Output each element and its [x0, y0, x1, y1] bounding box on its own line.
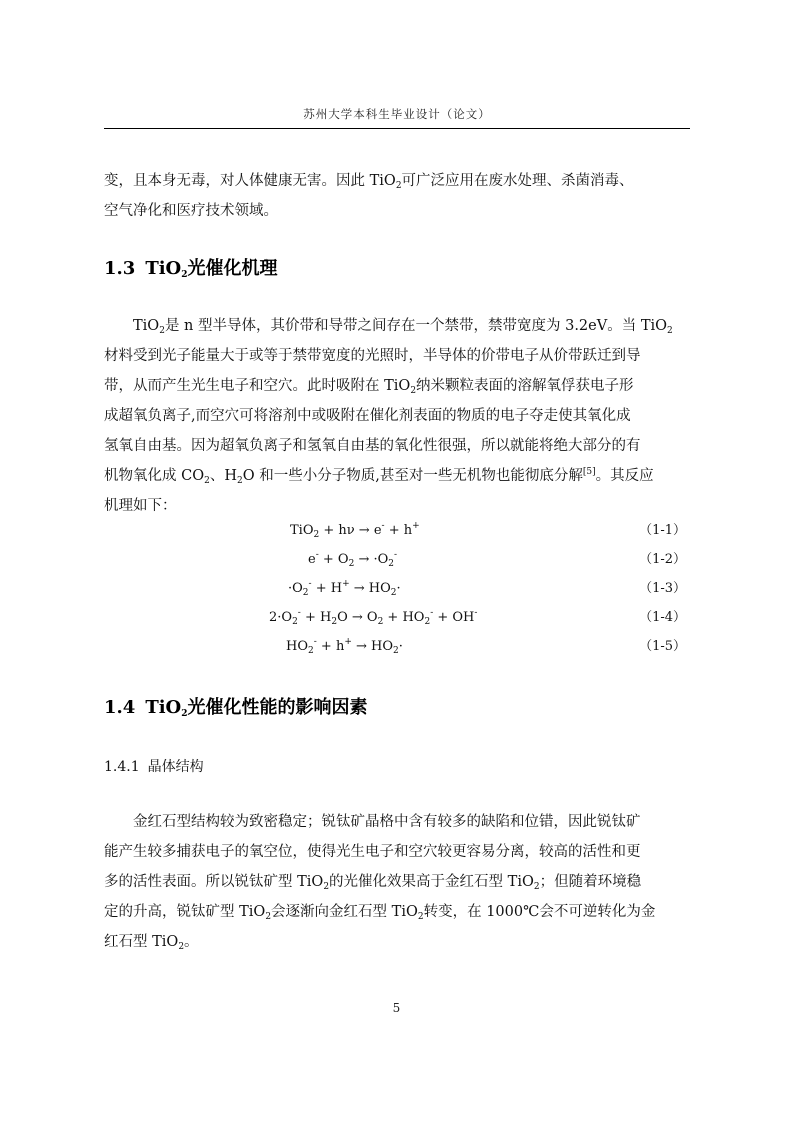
- subsection-number: 1.4.1: [104, 759, 140, 775]
- subscript: 2: [265, 912, 272, 922]
- heading-text: 光催化性能的影响因素: [187, 697, 368, 718]
- subscript: 2: [667, 326, 673, 336]
- equation-number: （1-4）: [639, 610, 686, 625]
- text-line: 机理如下：: [104, 498, 177, 514]
- equation-list: [104, 516, 690, 661]
- subscript: 2: [410, 386, 417, 396]
- subscript: 2: [159, 326, 165, 336]
- equation-5: $HO_2^- + h^+ \to HO_2\cdot$: [286, 637, 403, 656]
- heading-text: 光催化机理: [187, 258, 278, 279]
- text-run: 机物氧化成 CO: [104, 468, 205, 484]
- text-run: 转变，在 1000℃会不可逆转化为金: [423, 904, 656, 920]
- text-run: 定的升高，锐钛矿型 TiO: [104, 904, 266, 920]
- subscript: 2: [417, 912, 424, 922]
- equation-4: $2\cdot O_2^- + H_2O \to O_2 + HO_2^- + OH^-$: [269, 608, 478, 627]
- mechanism-paragraph: [104, 311, 690, 521]
- subscript: 2: [204, 476, 210, 486]
- equation-row: [104, 545, 690, 574]
- text-run: 会逐渐向金红石型 TiO: [271, 904, 418, 920]
- subscript: 2: [181, 270, 188, 280]
- subsection-title: 晶体结构: [147, 759, 204, 775]
- text-run: 的光催化效果高于金红石型 TiO: [329, 874, 534, 890]
- text-run: 。其反应: [595, 468, 654, 484]
- text-run: O 和一些小分子物质,甚至对一些无机物也能彻底分解: [242, 468, 583, 484]
- equation-number: （1-1）: [639, 523, 686, 538]
- section-heading-1-4: [104, 693, 368, 719]
- page-number: 5: [392, 1001, 401, 1015]
- equation-2: $e^- + O_2 \to \cdot O_2^-$: [308, 550, 398, 569]
- text-run: 是 n 型半导体，其价带和导带之间存在一个禁带，禁带宽度为 3.2eV。当 TiO: [164, 318, 668, 334]
- text-run: 可广泛应用在废水处理、杀菌消毒、: [401, 173, 634, 189]
- heading-text: TiO: [145, 258, 182, 279]
- text-line: 空气净化和医疗技术领域。: [104, 203, 278, 219]
- equation-1: TiO$_2$ + hν → e- + h+: [290, 521, 420, 540]
- subscript: 2: [236, 476, 243, 486]
- text-run: 、H: [209, 468, 237, 484]
- equation-row: [104, 603, 690, 632]
- equation-row: [104, 574, 690, 603]
- text-run: 多的活性表面。所以锐钛矿型 TiO: [104, 874, 324, 890]
- heading-text: TiO: [145, 697, 182, 718]
- header-rule: [104, 128, 690, 129]
- text-line: 材料受到光子能量大于或等于禁带宽度的光照时，半导体的价带电子从价带跃迁到导: [104, 348, 641, 364]
- text-run: 带，从而产生光生电子和空穴。此时吸附在 TiO: [104, 378, 411, 394]
- subscript: 2: [533, 882, 540, 892]
- text-run: 红石型 TiO: [104, 934, 179, 950]
- section-number: 1.4: [104, 697, 136, 718]
- text-line: 成超氧负离子,而空穴可将溶剂中或吸附在催化剂表面的物质的电子夺走使其氧化成: [104, 408, 631, 424]
- text-line: 金红石型结构较为致密稳定；锐钛矿晶格中含有较多的缺陷和位错，因此锐钛矿: [133, 814, 641, 830]
- section-number: 1.3: [104, 258, 136, 279]
- text-run: 纳米颗粒表面的溶解氧俘获电子形: [416, 378, 634, 394]
- text-run: TiO: [133, 318, 160, 334]
- text-run: 。: [184, 934, 199, 950]
- equation-3: $\cdot O_2^- + H^+ \to HO_2\cdot$: [288, 579, 401, 598]
- subscript: 2: [395, 181, 402, 191]
- citation: [5]: [582, 467, 596, 477]
- intro-paragraph: [104, 166, 690, 226]
- subsection-heading-1-4-1: [104, 756, 204, 776]
- subscript: 2: [323, 882, 330, 892]
- text-line: 氢氧自由基。因为超氧负离子和氢氧自由基的氧化性很强，所以就能将绝大部分的有: [104, 438, 641, 454]
- crystal-structure-paragraph: [104, 807, 690, 957]
- text-line: 能产生较多捕获电子的氧空位，使得光生电子和空穴较更容易分离，较高的活性和更: [104, 844, 641, 860]
- text-run: ；但随着环境稳: [539, 874, 642, 890]
- equation-number: （1-3）: [639, 581, 686, 596]
- equation-number: （1-2）: [639, 552, 686, 567]
- subscript: 2: [181, 709, 188, 719]
- text-run: 变，且本身无毒，对人体健康无害。因此 TiO: [104, 173, 396, 189]
- subscript: 2: [178, 942, 185, 952]
- equation-row: [104, 632, 690, 661]
- section-heading-1-3: [104, 254, 278, 280]
- equation-number: （1-5）: [639, 639, 686, 654]
- equation-row: [104, 516, 690, 545]
- running-header: 苏州大学本科生毕业设计（论文）: [303, 107, 491, 121]
